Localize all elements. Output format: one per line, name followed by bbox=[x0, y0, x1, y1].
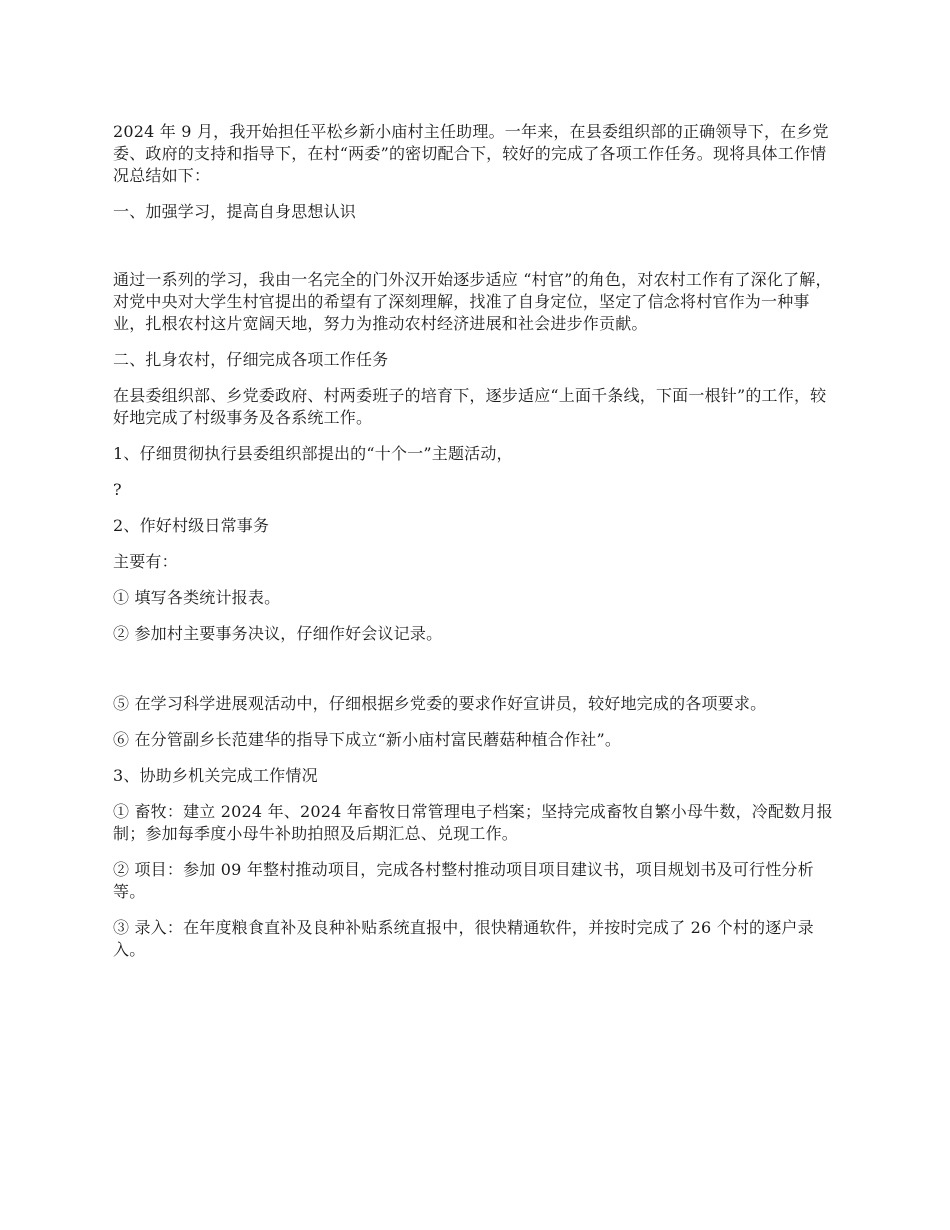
study-paragraph: 通过一系列的学习，我由一名完全的门外汉开始逐步适应 “村官”的角色，对农村工作有了深化了解，对党中央对大学生村官提出的希望有了深刻理解，找准了自身定位，坚定了信念将村官作为一种事业，扎根农村这片宽阔天地，努力为推动农村经济进展和社会进步作贡献。 bbox=[113, 270, 832, 333]
list-item: ② 参加村主要事务决议，仔细作好会议记录。 bbox=[113, 624, 443, 643]
document-page bbox=[113, 121, 841, 975]
work-intro-paragraph: 在县委组织部、乡党委政府、村两委班子的培育下，逐步适应“上面千条线，下面一根针”的工作，较好地完成了村级事务及各系统工作。 bbox=[113, 386, 827, 427]
list-item: ⑥ 在分管副乡长范建华的指导下成立“新小庙村富民蘑菇种植合作社”。 bbox=[113, 730, 622, 749]
main-items-label: 主要有： bbox=[113, 552, 178, 571]
intro-paragraph: 2024 年 9 月，我开始担任平松乡新小庙村主任助理。一年来，在县委组织部的正确领导下，在乡党委、政府的支持和指导下，在村“两委”的密切配合下，较好的完成了各项工作任务。现将具体工作情况总结如下： bbox=[113, 122, 829, 185]
section-heading-1: 一、加强学习，提高自身思想认识 bbox=[113, 202, 357, 221]
list-item: ① 畜牧：建立 2024 年、2024 年畜牧日常管理电子档案；坚持完成畜牧自繁小母牛数，冷配数月报制；参加每季度小母牛补助拍照及后期汇总、兑现工作。 bbox=[113, 802, 833, 843]
list-item: ② 项目：参加 09 年整村推动项目，完成各村整村推动项目项目建议书，项目规划书及可行性分析等。 bbox=[113, 860, 814, 901]
list-item: ③ 录入：在年度粮食直补及良种补贴系统直报中，很快精通软件，并按时完成了 26 个村的逐户录入。 bbox=[113, 918, 814, 959]
item-1-heading: 1、仔细贯彻执行县委组织部提出的“十个一”主题活动， bbox=[113, 444, 513, 463]
section-heading-2: 二、扎身农村，仔细完成各项工作任务 bbox=[113, 350, 389, 369]
item-3-heading: 3、协助乡机关完成工作情况 bbox=[113, 766, 318, 785]
item-2-heading: 2、作好村级日常事务 bbox=[113, 516, 270, 535]
list-item: ① 填写各类统计报表。 bbox=[113, 588, 281, 607]
placeholder-mark: ? bbox=[113, 480, 122, 499]
list-item: ⑤ 在学习科学进展观活动中，仔细根据乡党委的要求作好宣讲员，较好地完成的各项要求。 bbox=[113, 694, 767, 713]
